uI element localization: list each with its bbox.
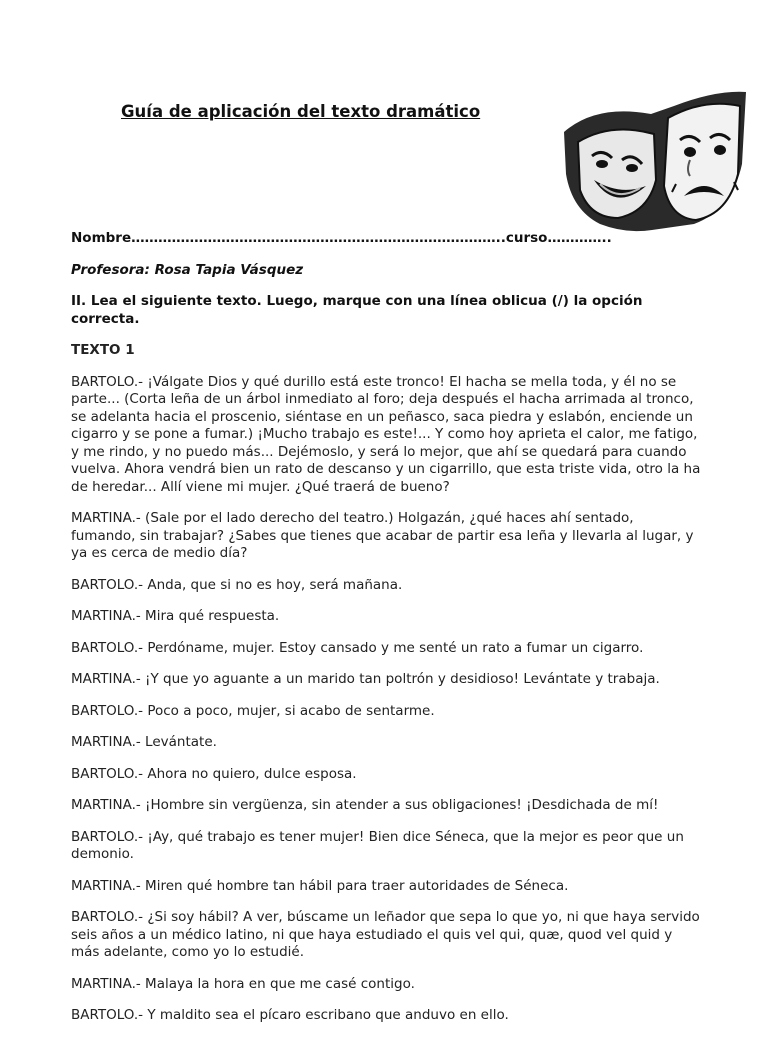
dialogue-list <box>71 374 701 1025</box>
theater-masks-icon <box>556 84 752 234</box>
dialogue-line: BARTOLO.- ¡Ay, qué trabajo es tener mujer! Bien dice Séneca, que la mejor es peor que un demonio. <box>71 828 684 862</box>
dialogue-line: MARTINA.- ¡Y que yo aguante a un marido tan poltrón y desidioso! Levántate y trabaja. <box>71 671 660 687</box>
dialogue-line: BARTOLO.- Perdóname, mujer. Estoy cansado y me senté un rato a fumar un cigarro. <box>71 639 644 656</box>
dialogue-line: BARTOLO.- ¿Si soy hábil? A ver, búscame un leñador que sepa lo que yo, ni que haya servido seis años a un médico latino, ni que haya estudiado el quis vel qui, quæ, quod vel quid y más adelante, como yo lo estudié. <box>71 909 700 960</box>
instruction-text: II. Lea el siguiente texto. Luego, marque con una línea oblicua (/) la opción correcta. <box>71 293 643 327</box>
document-title: Guía de aplicación del texto dramático <box>121 102 481 121</box>
dialogue-line: BARTOLO.- Y maldito sea el pícaro escribano que anduvo en ello. <box>71 1007 509 1023</box>
dialogue-line: MARTINA.- (Sale por el lado derecho del teatro.) Holgazán, ¿qué haces ahí sentado, fumando, sin trabajar? ¿Sabes que tienes que acabar de partir esa leña y llevarla al lugar, y ya es cerca de medio día? <box>71 510 694 561</box>
dialogue-line: MARTINA.- Miren qué hombre tan hábil para traer autoridades de Séneca. <box>71 877 569 894</box>
section-label: TEXTO 1 <box>71 342 135 358</box>
dialogue-line: MARTINA.- Mira qué respuesta. <box>71 608 280 624</box>
dialogue-line: BARTOLO.- Anda, que si no es hoy, será mañana. <box>71 576 403 593</box>
dialogue-line: MARTINA.- Levántate. <box>71 734 217 750</box>
dialogue-line: BARTOLO.- ¡Válgate Dios y qué durillo está este tronco! El hacha se mella toda, y él no se parte... (Corta leña de un árbol inmediato al foro; deja después el hacha arrimada al tronco, se adelanta hacia el proscenio, siéntase en un peñasco, saca piedra y eslabón, enciende un cigarro y se pone a fumar.) ¡Mucho trabajo es este!... Y como hoy aprieta el calor, me fatigo, y me rindo, y no puedo más... Dejémoslo, y será lo mejor, que ahí se quedará para cuando vuelva. Ahora vendrá bien un rato de descanso y un cigarrillo, que esta triste vida, otro la ha de heredar... Allí viene mi mujer. ¿Qué traerá de bueno? <box>71 373 701 495</box>
dialogue-line: MARTINA.- ¡Hombre sin vergüenza, sin atender a sus obligaciones! ¡Desdichada de mí! <box>71 797 659 813</box>
teacher-line: Profesora: Rosa Tapia Vásquez <box>71 261 304 278</box>
dialogue-line: MARTINA.- Malaya la hora en que me casé contigo. <box>71 975 415 992</box>
name-course-line: Nombre………………………………………………………………………..curso………….. <box>71 230 612 246</box>
dialogue-line: BARTOLO.- Poco a poco, mujer, si acabo de sentarme. <box>71 702 435 719</box>
dialogue-line: BARTOLO.- Ahora no quiero, dulce esposa. <box>71 765 357 782</box>
document-body <box>71 230 701 1039</box>
